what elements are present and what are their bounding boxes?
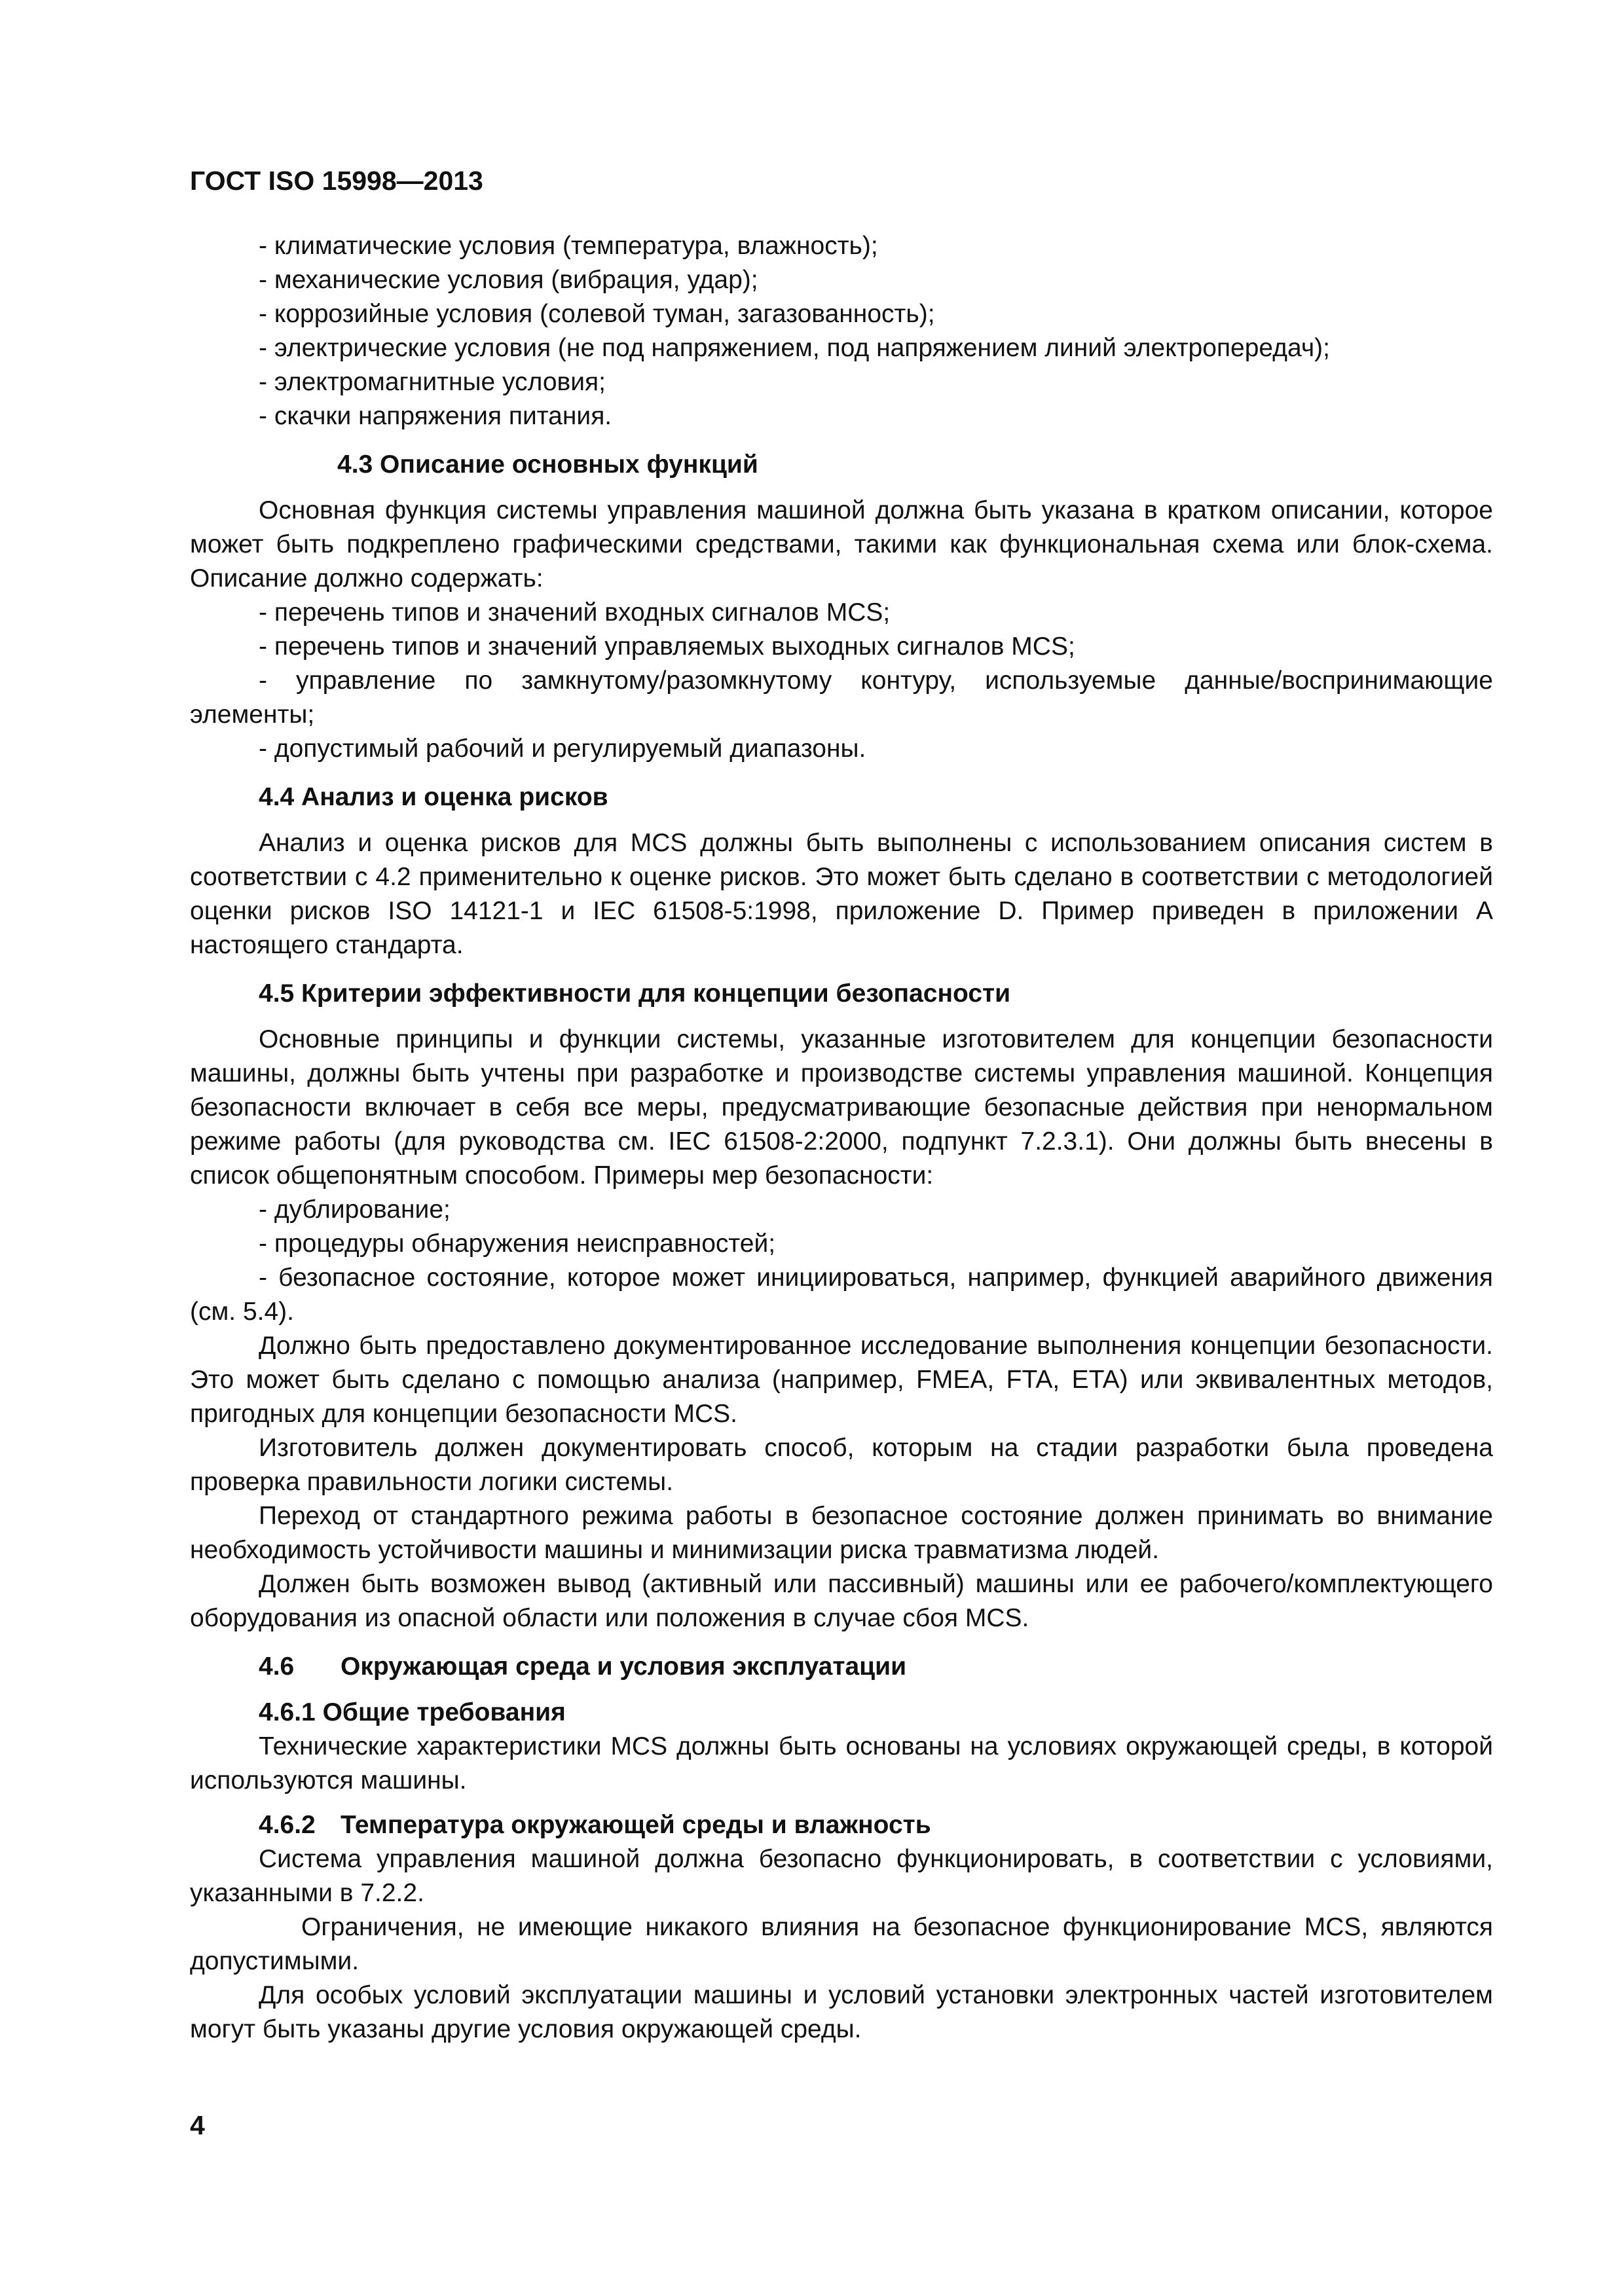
section-heading: 4.5 Критерии эффективности для концепции безопасности [259,979,1011,1008]
section-4-6-2 [190,1808,1493,2047]
section-number: 4.6 [259,1652,295,1681]
list-item: - механические условия (вибрация, удар); [259,266,758,294]
list-item: - процедуры обнаружения неисправностей; [259,1230,776,1258]
paragraph: Технические характеристики MCS должны быть основаны на условиях окружающей среды, в которой используются машины. [190,1732,1493,1795]
section-title: Общие требования [322,1698,566,1726]
paragraph: Основные принципы и функции системы, указанные изготовителем для концепции безопасности машины, должны быть учтены при разработке и производстве системы управления машиной. Концепция безопасности включает в себя все меры, предусматривающие безопасные действия при ненормальном режиме работы (для руководства см. IEC 61508-2:2000, подпункт 7.2.3.1). Они должны быть внесены в список общепонятным способом. Примеры мер безопасности: [190,1025,1493,1190]
list-item: - электрические условия (не под напряжением, под напряжением линий электропередач); [259,334,1331,362]
paragraph: Изготовитель должен документировать способ, которым на стадии разработки была проведена проверка правильности логики системы. [190,1434,1493,1496]
environment-conditions-list [190,229,1493,433]
section-heading [190,1650,1493,1684]
paragraph: Должен быть возможен вывод (активный или пассивный) машины или ее рабочего/комплектующего оборудования из опасной области или положения в случае сбоя MCS. [190,1570,1493,1632]
list-item: - электромагнитные условия; [259,368,606,396]
paragraph: Анализ и оценка рисков для MCS должны быть выполнены с использованием описания систем в соответствии с 4.2 применительно к оценке рисков. Это может быть сделано в соответствии с методологией оценки рисков ISO 14121-1 и IEC 61508-5:1998, приложение D. Пример приведен в приложении А настоящего стандарта. [190,829,1493,959]
paragraph: Система управления машиной должна безопасно функционировать, в соответствии с условиями, указанными в 7.2.2. [190,1845,1493,1907]
section-heading: 4.4 Анализ и оценка рисков [259,783,608,811]
page-number: 4 [190,2110,205,2140]
list-item: - коррозийные условия (солевой туман, загазованность); [259,300,935,328]
section-4-3 [190,448,1493,766]
paragraph: Должно быть предоставлено документированное исследование выполнения концепции безопасности. Это может быть сделано с помощью анализа (например, FMEA, FTA, ETA) или эквивалентных методов, пригодных для концепции безопасности MCS. [190,1332,1493,1428]
list-item: - дублирование; [259,1195,451,1224]
document-header-title: ГОСТ ISO 15998—2013 [190,166,483,196]
list-item: - скачки напряжения питания. [259,402,612,430]
section-4-6-1 [190,1696,1493,1798]
paragraph: Переход от стандартного режима работы в безопасное состояние должен принимать во внимание необходимость устойчивости машины и минимизации риска травматизма людей. [190,1502,1493,1564]
paragraph: Основная функция системы управления машиной должна быть указана в кратком описании, которое может быть подкреплено графическими средствами, такими как функциональная схема или блок-схема. Описание должно содержать: [190,496,1493,592]
paragraph: Ограничения, не имеющие никакого влияния на безопасное функционирование MCS, являются допустимыми. [190,1913,1493,1975]
section-title: Температура окружающей среды и влажность [341,1811,931,1839]
list-item: - перечень типов и значений входных сигналов MCS; [259,598,891,627]
section-number: 4.6.1 [259,1698,316,1726]
list-item: - перечень типов и значений управляемых выходных сигналов MCS; [259,632,1075,661]
paragraph: Для особых условий эксплуатации машины и условий установки электронных частей изготовителем могут быть указаны другие условия окружающей среды. [190,1981,1493,2043]
subsection-heading [190,1808,1493,1842]
section-heading: 4.3 Описание основных функций [337,450,758,479]
list-item: - управление по замкнутому/разомкнутому контуру, используемые данные/воспринимающие элементы; [190,666,1493,729]
section-4-6 [190,1650,1493,2047]
list-item: - допустимый рабочий и регулируемый диапазоны. [259,735,866,763]
section-4-5 [190,977,1493,1635]
list-item: - безопасное состояние, которое может инициироваться, например, функцией аварийного движения (см. 5.4). [190,1264,1493,1326]
section-number: 4.6.2 [259,1811,316,1839]
section-4-4 [190,780,1493,962]
section-title: Окружающая среда и условия эксплуатации [341,1652,907,1681]
document-body [190,229,1493,2047]
subsection-heading [190,1696,1493,1730]
list-item: - климатические условия (температура, влажность); [259,232,878,260]
